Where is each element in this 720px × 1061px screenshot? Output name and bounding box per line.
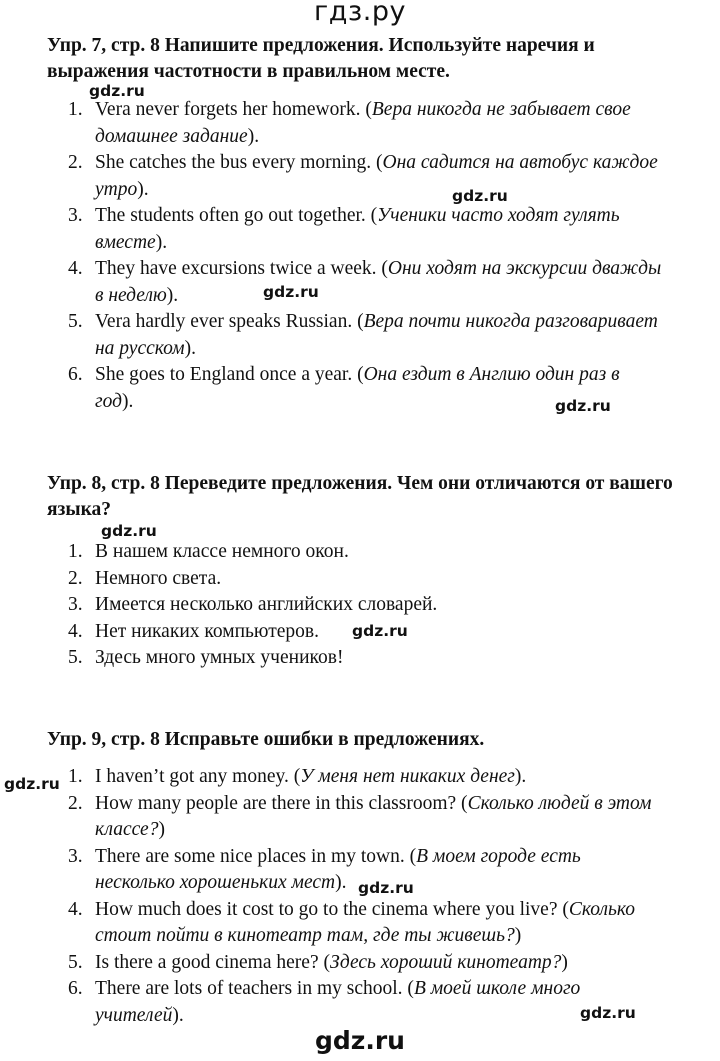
site-footer: gdz.ru <box>315 1026 405 1055</box>
list-item: 6. She goes to England once a year. (Она ездит в Англию один раз в год). <box>68 364 620 412</box>
list-item: 6. There are lots of teachers in my school. (В моей школе много учителей). <box>68 978 581 1026</box>
watermark: gdz.ru <box>452 187 508 205</box>
list-item: 2. She catches the bus every morning. (Она садится на автобус каждое утро). <box>68 152 658 200</box>
exercise-9-title: Упр. 9, стр. 8 Исправьте ошибки в предложениях. <box>47 729 485 750</box>
watermark: gdz.ru <box>101 522 157 540</box>
list-item: 1. Vera never forgets her homework. (Вера никогда не забывает свое домашнее задание). <box>68 99 631 147</box>
list-item: 2. Немного света. <box>68 567 222 589</box>
watermark: gdz.ru <box>89 82 145 100</box>
watermark: gdz.ru <box>352 622 408 640</box>
list-item: 3. Имеется несколько английских словарей. <box>68 594 438 615</box>
list-item: 4. Нет никаких компьютеров. <box>68 620 319 642</box>
list-item: 1. I haven’t got any money. (У меня нет никаких денег). <box>68 766 527 787</box>
exercise-8-list <box>62 539 662 672</box>
list-item: 3. The students often go out together. (Ученики часто ходят гулять вместе). <box>68 205 620 253</box>
list-item: 4. How much does it cost to go to the cinema where you live? (Сколько стоит пойти в кинотеатр там, где ты живешь?) <box>68 898 635 946</box>
exercise-7-title: Упр. 7, стр. 8 Напишите предложения. Используйте наречия и выражения частотности в правильном месте. <box>47 35 595 82</box>
list-item: 5. Здесь много умных учеников! <box>68 647 344 668</box>
exercise-7-list <box>62 97 662 415</box>
list-item: 3. There are some nice places in my town. (В моем городе есть несколько хорошеньких мест). <box>68 845 581 893</box>
list-item: 2. How many people are there in this classroom? (Сколько людей в этом классе?) <box>68 792 652 840</box>
watermark: gdz.ru <box>555 397 611 415</box>
watermark: gdz.ru <box>580 1004 636 1022</box>
list-item: 4. They have excursions twice a week. (Они ходят на экскурсии дважды в неделю). <box>68 258 662 306</box>
list-item: 1. В нашем классе немного окон. <box>68 541 349 562</box>
list-item: 5. Vera hardly ever speaks Russian. (Вера почти никогда разговаривает на русском). <box>68 311 658 359</box>
exercise-8-title: Упр. 8, стр. 8 Переведите предложения. Чем они отличаются от вашего языка? <box>47 473 673 520</box>
watermark: gdz.ru <box>358 879 414 897</box>
watermark: gdz.ru <box>263 283 319 301</box>
list-item: 5. Is there a good cinema here? (Здесь хороший кинотеатр?) <box>68 951 568 973</box>
watermark: gdz.ru <box>4 775 60 793</box>
site-header: гдз.ру <box>314 0 406 27</box>
